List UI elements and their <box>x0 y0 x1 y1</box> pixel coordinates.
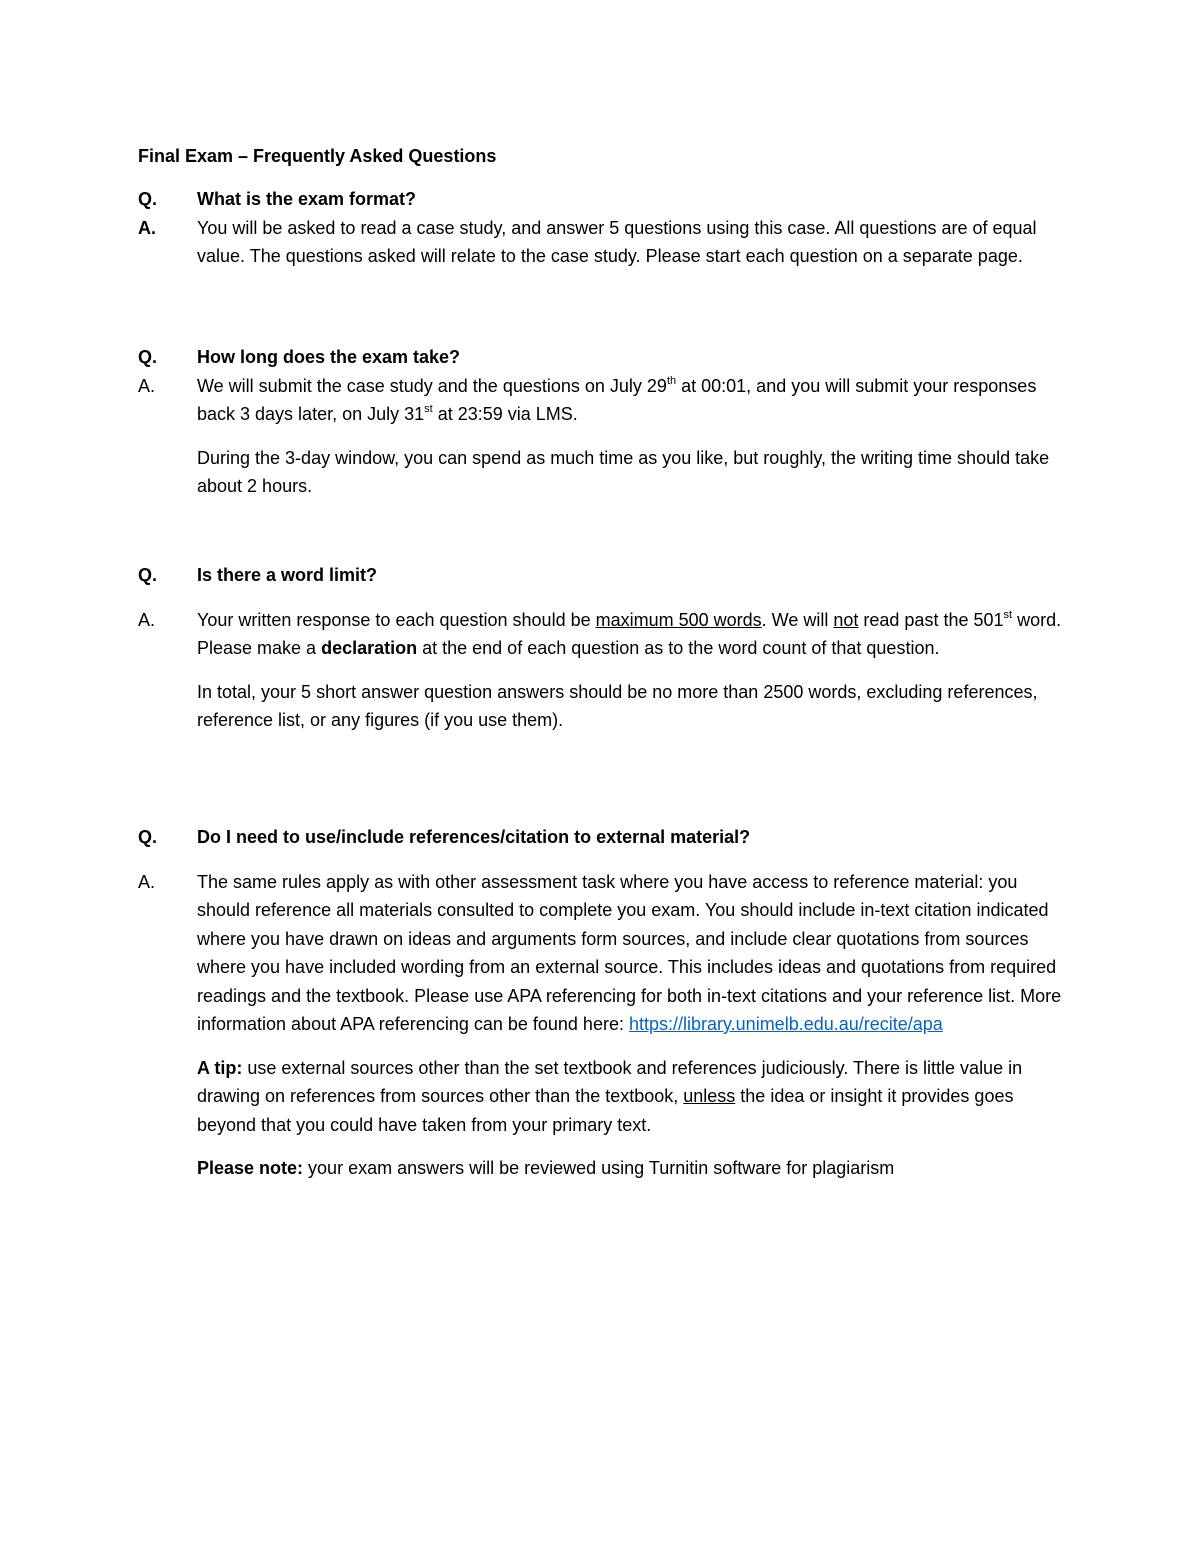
answer-label: A. <box>138 609 156 630</box>
answer-row <box>138 868 1063 1183</box>
answer-paragraph <box>197 868 1063 1039</box>
bold-text: A tip: <box>197 1057 243 1078</box>
question-row <box>138 561 1063 590</box>
answer-text: at 23:59 via LMS. <box>432 404 578 424</box>
question-label: Q. <box>138 827 158 847</box>
question-text: How long does the exam take? <box>197 347 461 367</box>
answer-body <box>197 372 1063 501</box>
page-title: Final Exam – Frequently Asked Questions <box>138 146 497 166</box>
answer-label: A. <box>138 217 156 238</box>
answer-paragraph: In total, your 5 short answer question answers should be no more than 2500 words, excluding references, reference list, or any figures (if you use them). <box>197 681 1038 730</box>
answer-text: the idea or insight it provides goes beyond that you could have taken from your primary text. <box>197 1086 1014 1135</box>
faq-item-references <box>138 823 1063 1183</box>
answer-row <box>138 606 1063 735</box>
question-text: Is there a word limit? <box>197 565 378 585</box>
bold-text: declaration <box>321 638 418 658</box>
answer-text: at the end of each question as to the word count of that question. <box>417 638 940 658</box>
underlined-text: unless <box>683 1086 736 1106</box>
answer-text: You will be asked to read a case study, and answer 5 questions using this case. All questions are of equal value. The questions asked will relate to the case study. Please start each question on a separate page. <box>197 217 1037 266</box>
apa-referencing-link[interactable]: https://library.unimelb.edu.au/recite/apa <box>628 1014 943 1034</box>
answer-row <box>138 214 1063 271</box>
answer-text: The same rules apply as with other assessment task where you have access to reference material: you should reference all materials consulted to complete you exam. You should include in-text citation indicated where you have drawn on ideas and arguments form sources, and include clear quotations from sources where you have included wording from an external source. This includes ideas and quotations from required readings and the textbook. Please use APA referencing for both in-text citations and your reference list. More information about APA referencing can be found here: <box>197 871 1062 1034</box>
answer-row <box>138 372 1063 501</box>
faq-item-word-limit <box>138 561 1063 735</box>
answer-paragraph <box>197 606 1063 663</box>
answer-text: use external sources other than the set textbook and references judiciously. There is little value in drawing on references from sources other than the textbook, <box>197 1057 1023 1106</box>
answer-text: Your written response to each question should be <box>197 609 596 630</box>
question-label: Q. <box>138 565 158 585</box>
answer-text: We will submit the case study and the questions on July 29 <box>197 375 667 396</box>
answer-text: your exam answers will be reviewed using Turnitin software for plagiarism <box>303 1158 895 1178</box>
answer-text: read past the 501 <box>858 609 1004 630</box>
answer-label: A. <box>138 375 156 396</box>
answer-text: word. Please make a <box>197 609 1062 658</box>
answer-paragraph <box>197 372 1063 429</box>
note-paragraph <box>197 1154 1063 1183</box>
underlined-text: not <box>833 609 859 630</box>
answer-text: . We will <box>761 609 834 630</box>
question-row <box>138 343 1063 372</box>
faq-item-exam-duration <box>138 343 1063 501</box>
answer-text: at 00:01, and you will submit your responses back 3 days later, on July 31 <box>197 375 1037 424</box>
underlined-text: maximum 500 words <box>595 609 762 630</box>
superscript: st <box>1003 608 1013 621</box>
bold-text: Please note: <box>197 1158 304 1178</box>
question-label: Q. <box>138 189 158 209</box>
question-text: Do I need to use/include references/citation to external material? <box>197 827 751 847</box>
tip-paragraph <box>197 1054 1063 1140</box>
faq-item-exam-format <box>138 185 1063 271</box>
answer-body <box>197 868 1063 1183</box>
answer-paragraph: During the 3-day window, you can spend as much time as you like, but roughly, the writing time should take about 2 hours. <box>197 447 1050 496</box>
answer-label: A. <box>138 871 156 892</box>
question-row <box>138 823 1063 852</box>
superscript: th <box>666 374 677 387</box>
question-label: Q. <box>138 347 158 367</box>
question-row <box>138 185 1063 214</box>
question-text: What is the exam format? <box>197 189 417 209</box>
answer-body <box>197 606 1063 735</box>
superscript: st <box>424 403 433 415</box>
